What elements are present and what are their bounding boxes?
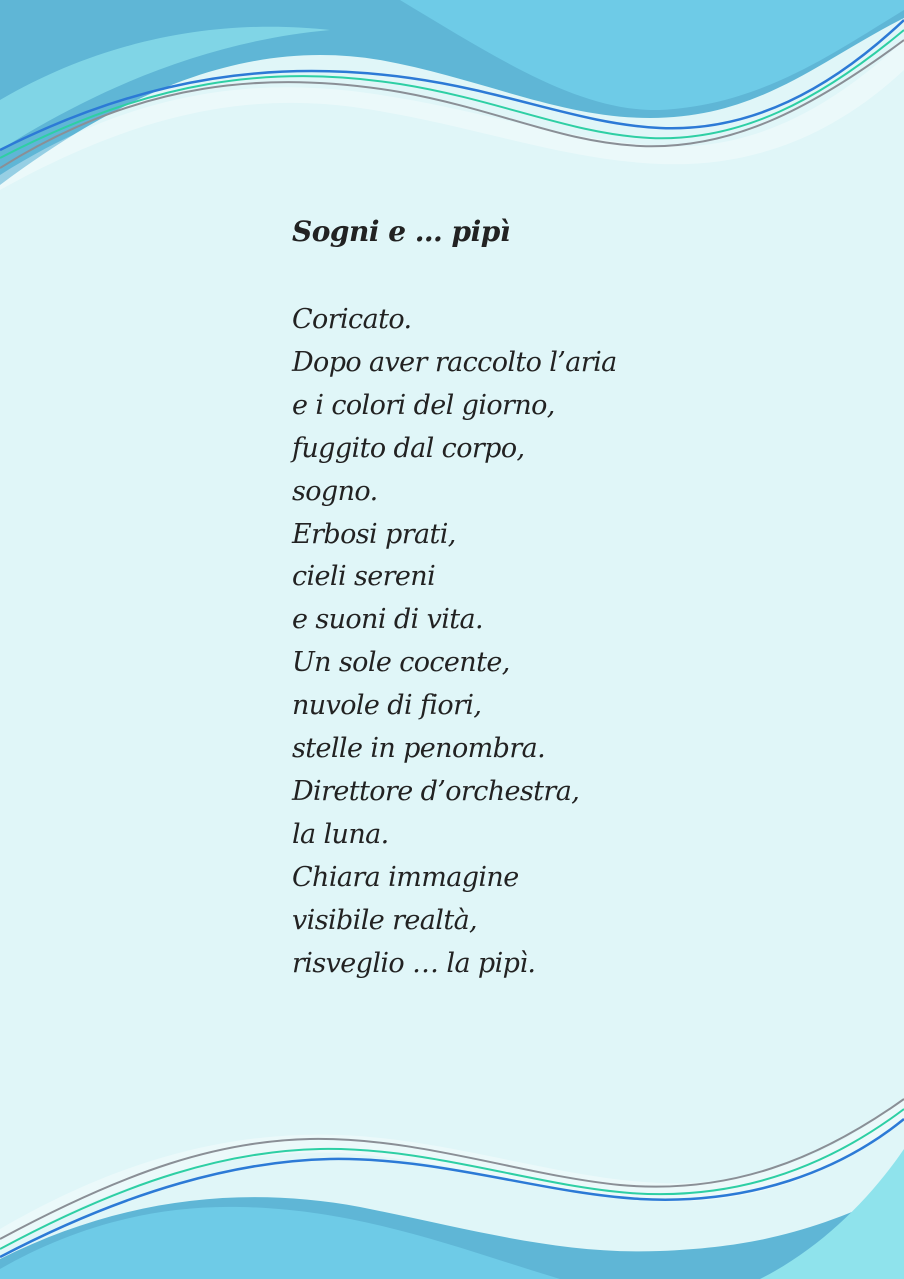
- poem-lines: [292, 299, 812, 986]
- poem-line: e i colori del giorno,: [292, 389, 555, 421]
- bottom-wave-dark: [0, 1189, 904, 1279]
- top-line-blue: [0, 20, 904, 150]
- bottom-wave-light: [760, 1149, 904, 1279]
- poem-line: sogno.: [292, 475, 378, 507]
- poem-line: e suoni di vita.: [292, 604, 483, 636]
- poem-line: risveglio … la pipì.: [292, 947, 536, 979]
- top-wave-highlight: [0, 40, 904, 190]
- bottom-line-green: [0, 1109, 904, 1249]
- poem-line: fuggito dal corpo,: [292, 432, 525, 464]
- poem-line: Dopo aver raccolto l’aria: [292, 346, 617, 378]
- poem-line: Chiara immagine: [292, 861, 519, 893]
- bottom-wave-decoration: [0, 1079, 904, 1279]
- bottom-line-gray: [0, 1099, 904, 1239]
- poem-line: Direttore d’orchestra,: [292, 775, 580, 807]
- poem-line: Un sole cocente,: [292, 647, 510, 679]
- poem-line: Coricato.: [292, 304, 412, 335]
- poem: [292, 212, 812, 986]
- bottom-line-blue: [0, 1119, 904, 1257]
- top-wave-mid: [400, 0, 904, 110]
- poem-line: cieli sereni: [292, 561, 436, 593]
- poem-line: visibile realtà,: [292, 904, 478, 936]
- top-wave-dark: [0, 0, 904, 185]
- bottom-wave-highlight: [0, 1099, 904, 1249]
- poem-line: stelle in penombra.: [292, 733, 546, 765]
- bottom-wave-mid: [0, 1207, 560, 1279]
- top-line-gray: [0, 40, 904, 168]
- top-wave-decoration: [0, 0, 904, 190]
- poem-title: Sogni e … pipì: [292, 215, 510, 248]
- top-line-green: [0, 30, 904, 158]
- top-wave-light: [0, 27, 330, 150]
- poem-line: nuvole di fiori,: [292, 690, 482, 722]
- poem-line: la luna.: [292, 818, 389, 850]
- poem-line: Erbosi prati,: [292, 518, 456, 550]
